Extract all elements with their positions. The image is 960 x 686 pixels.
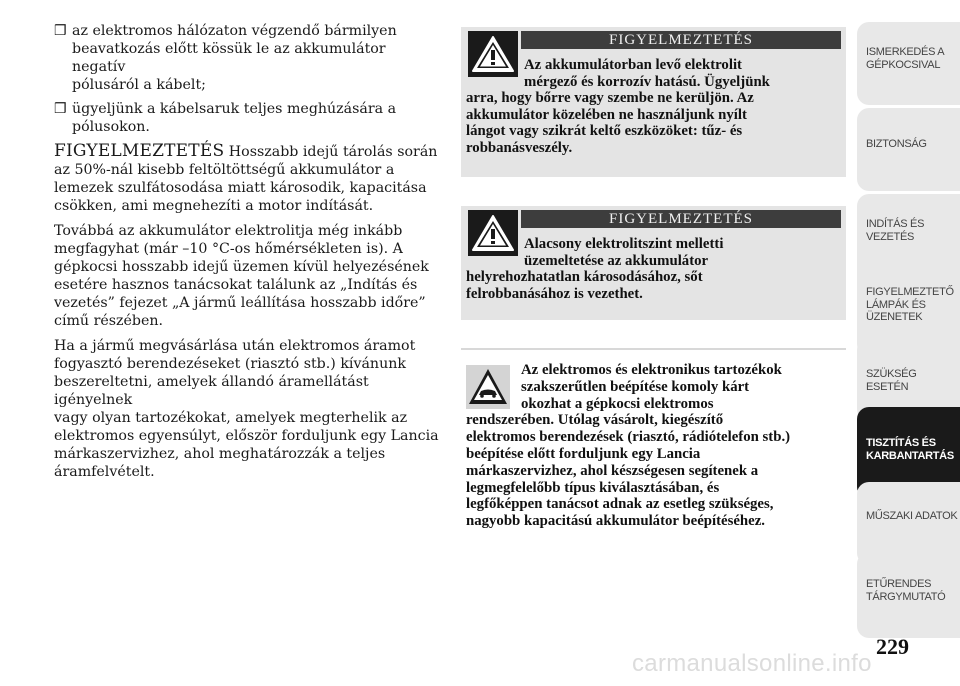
checkbox-bullet-icon: ❒ xyxy=(54,101,67,117)
tab-label: ÜZENETEK xyxy=(866,311,923,323)
warning-line: helyrehozhatatlan károsodásához, sőt xyxy=(466,269,703,286)
para-line: az 50%-nál kisebb feltöltöttségű akkumulátor a xyxy=(54,162,395,178)
page-number: 229 xyxy=(876,634,909,659)
warning-line: Az akkumulátorban levő elektrolit xyxy=(524,57,742,73)
tab-label: MŰSZAKI ADATOK xyxy=(866,510,958,522)
warning-box-electrolyte xyxy=(461,27,846,177)
para-line: című részében. xyxy=(54,313,164,329)
tab-label: VEZETÉS xyxy=(866,230,915,243)
para-line: vezetés” fejezet „A jármű leállítása hosszabb időre” xyxy=(54,295,426,311)
bullet-item xyxy=(54,22,440,94)
tab-label: GÉPKOCSIVAL xyxy=(866,58,941,71)
para-line: gépkocsi hosszabb idejű üzemen kívül helyezésének xyxy=(54,259,429,275)
note-line: rendszerében. Utólag vásárolt, kiegészítő xyxy=(466,412,724,429)
para-line: megfagyhat (már –10 °C-os hőmérsékleten is). A xyxy=(54,241,403,257)
para-line: áramfelvételt. xyxy=(54,464,155,480)
warning-line: felrobbanásához is vezethet. xyxy=(466,285,643,302)
note-line: okozhat a gépkocsi elektromos xyxy=(521,395,714,412)
note-box-accessories xyxy=(461,348,846,530)
tab-label: ETŰRENDES xyxy=(866,578,932,590)
warning-line: lángot vagy szikrát keltő eszközöket: tűz- és xyxy=(466,123,743,140)
para-line: beszereltetni, amelyek állandó áramellátást igényelnek xyxy=(54,374,369,408)
para-line-text: Hosszabb idejű tárolás során xyxy=(224,144,438,160)
note-line: nagyobb kapacitású akkumulátor beépítéséhez. xyxy=(466,513,765,530)
bullet-line: ügyeljünk a kábelsaruk teljes meghúzására a xyxy=(72,101,397,117)
watermark: carmanualsonline.info xyxy=(632,650,872,677)
note-line: elektromos berendezések (riasztó, rádiótelefon stb.) xyxy=(466,429,791,446)
warning-line: arra, hogy bőrre vagy szembe ne kerüljön. Az xyxy=(466,90,754,107)
para-line: Ha a jármű megvásárlása után elektromos áramot xyxy=(54,338,416,354)
tab-label: KARBANTARTÁS xyxy=(866,449,954,462)
para-line: márkaszervizhez, ahol meghatározzák a teljes xyxy=(54,446,386,462)
warning-line: üzemeltetése az akkumulátor xyxy=(524,252,709,269)
bullet-line: pólusokon. xyxy=(72,119,150,135)
warning-text xyxy=(466,236,838,302)
para-line: elektromos egyensúlyt, először forduljunk egy Lancia xyxy=(54,428,439,444)
warning-line: akkumulátor közelében ne használjunk nyílt xyxy=(466,106,747,123)
warning-line: robbanásveszély. xyxy=(466,139,573,156)
tab-label: FIGYELMEZTETŐ xyxy=(866,286,954,298)
para-line: fogyasztó berendezéseket (riasztó stb.) kívánunk xyxy=(54,356,406,372)
tab-ismerkedes[interactable] xyxy=(857,22,960,105)
tab-label: LÁMPÁK ÉS xyxy=(866,298,926,311)
tab-label: TÁRGYMUTATÓ xyxy=(866,590,946,603)
checkbox-bullet-icon: ❒ xyxy=(54,23,67,39)
bullet-line: pólusáról a kábelt; xyxy=(72,77,206,93)
warning-text xyxy=(466,57,838,157)
tab-label: INDÍTÁS ÉS xyxy=(866,218,925,230)
bullet-item xyxy=(54,100,440,136)
para-line: csökken, ami megnehezíti a motor indítását. xyxy=(54,198,374,214)
note-line: Az elektromos és elektronikus tartozékok xyxy=(521,362,782,378)
tab-eturendes-targymutato[interactable] xyxy=(857,552,960,638)
paragraph-freeze xyxy=(54,222,440,330)
tab-biztonsag[interactable] xyxy=(857,108,960,191)
para-line: vagy olyan tartozékokat, amelyek megterhelik az xyxy=(54,410,408,426)
note-line: beépítése előtt forduljunk egy Lancia xyxy=(466,445,701,462)
note-line: márkaszervizhez, ahol készségesen segítenek a xyxy=(466,462,759,479)
para-line: lemezek szulfátosodása miatt károsodik, kapacitása xyxy=(54,180,427,196)
note-text xyxy=(466,362,846,530)
warning-lead: FIGYELMEZTETÉS xyxy=(54,141,225,161)
para-line: Továbbá az akkumulátor elektrolitja még inkább xyxy=(54,223,403,239)
warning-line: mérgező és korrozív hatású. Ügyeljünk xyxy=(524,73,770,90)
paragraph-storage xyxy=(54,142,440,215)
para-line: esetére hasznos tanácsokat találunk az „Indítás és xyxy=(54,277,418,293)
tab-label: BIZTONSÁG xyxy=(866,138,927,150)
warning-box-low-electrolyte xyxy=(461,206,846,320)
tab-label: ISMERKEDÉS A xyxy=(866,46,945,58)
warning-title: FIGYELMEZTETÉS xyxy=(521,31,841,49)
left-column xyxy=(54,22,440,488)
tab-label: SZÜKSÉG ESETÉN xyxy=(866,368,917,393)
paragraph-accessories xyxy=(54,337,440,481)
note-line: legfőképpen tanácsot adnak az esetleg szükséges, xyxy=(466,496,774,513)
bullet-line: az elektromos hálózaton végzendő bármilyen xyxy=(72,23,397,39)
note-line: szakszerűtlen beépítése komoly kárt xyxy=(521,378,750,395)
note-line: legmegfelelőbb típus kiválasztásában, és xyxy=(466,479,720,496)
bullet-line: beavatkozás előtt kössük le az akkumulátor negatív xyxy=(72,41,386,75)
warning-title: FIGYELMEZTETÉS xyxy=(521,210,841,228)
tab-label: TISZTÍTÁS ÉS xyxy=(866,437,936,449)
warning-line: Alacsony elektrolitszint melletti xyxy=(524,236,724,252)
para-line xyxy=(54,142,440,161)
